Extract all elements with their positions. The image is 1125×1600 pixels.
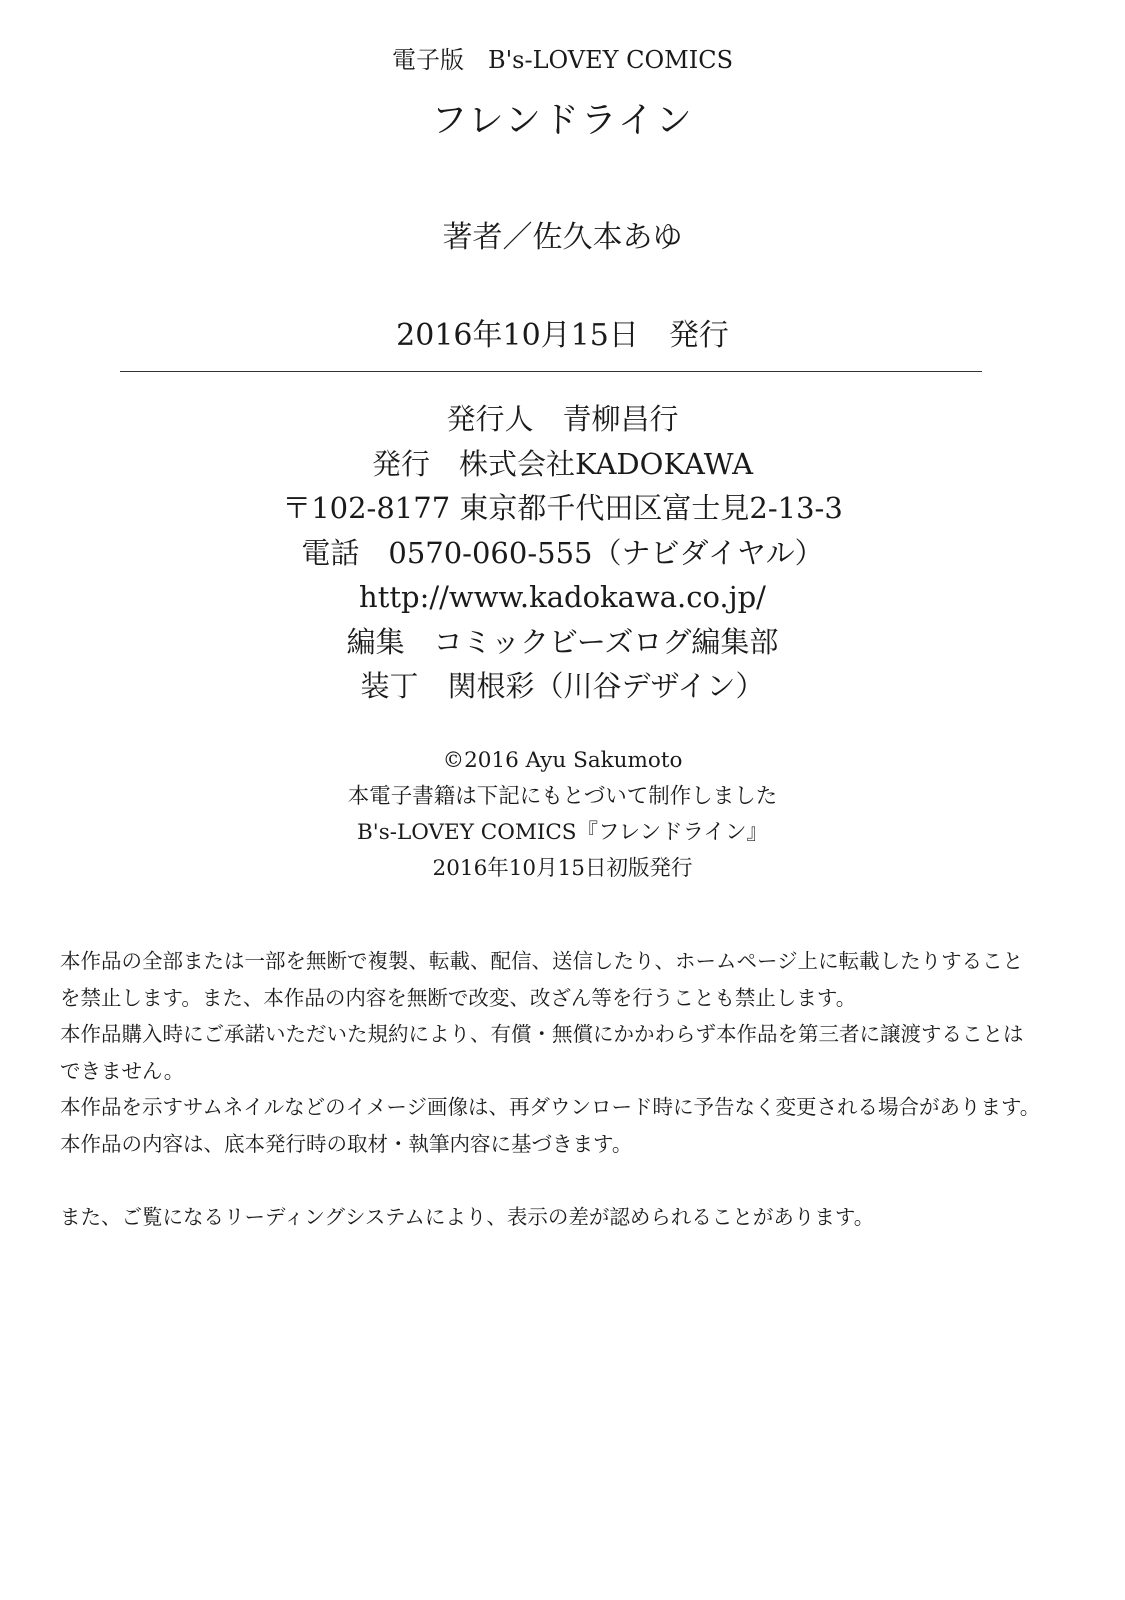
edition-info-block bbox=[0, 743, 1125, 887]
edition-note: 本電子書籍は下記にもとづいて制作しました bbox=[347, 784, 778, 809]
credit-address: 〒102-8177 東京都千代田区富士見2-13-3 bbox=[282, 491, 843, 525]
note-line: 本作品を示すサムネイルなどのイメージ画像は、再ダウンロード時に予告なく変更される場合があります。 bbox=[60, 1095, 1041, 1119]
source-title: B's-LOVEY COMICS『フレンドライン』 bbox=[356, 820, 768, 845]
book-title: フレンドライン bbox=[431, 100, 694, 141]
credit-phone: 電話 0570-060-555（ナビダイヤル） bbox=[301, 535, 824, 570]
legal-notes bbox=[60, 943, 1060, 1235]
author-line: 著者／佐久本あゆ bbox=[442, 220, 683, 255]
first-edition-date: 2016年10月15日初版発行 bbox=[432, 856, 693, 881]
note-line: を禁止します。また、本作品の内容を無断で改変、改ざん等を行うことも禁止します。 bbox=[60, 985, 857, 1010]
note-line: また、ご覧になるリーディングシステムにより、表示の差が認められることがあります。 bbox=[60, 1204, 875, 1229]
credit-editor: 編集 コミックビーズログ編集部 bbox=[346, 624, 779, 659]
note-line: 本作品の全部または一部を無断で複製、転載、配信、送信したり、ホームページ上に転載したりすること bbox=[60, 949, 1024, 973]
note-line: できません。 bbox=[60, 1058, 185, 1083]
note-gap bbox=[60, 1162, 1060, 1199]
note-line: 本作品の内容は、底本発行時の取材・執筆内容に基づきます。 bbox=[60, 1131, 633, 1156]
credit-publisher-person: 発行人 青柳昌行 bbox=[446, 402, 679, 436]
credits-block bbox=[0, 397, 1125, 709]
publish-date: 2016年10月15日 発行 bbox=[396, 318, 729, 353]
credit-design: 装丁 関根彩（川谷デザイン） bbox=[360, 669, 765, 703]
note-line: 本作品購入時にご承諾いただいた規約により、有償・無償にかかわらず本作品を第三者に譲渡することは bbox=[60, 1022, 1024, 1046]
copyright-line: ©2016 Ayu Sakumoto bbox=[442, 748, 683, 773]
credit-publisher: 発行 株式会社KADOKAWA bbox=[371, 446, 754, 481]
credit-website: http://www.kadokawa.co.jp/ bbox=[359, 580, 766, 614]
divider bbox=[120, 371, 982, 372]
series-label: 電子版 B's-LOVEY COMICS bbox=[391, 46, 734, 74]
